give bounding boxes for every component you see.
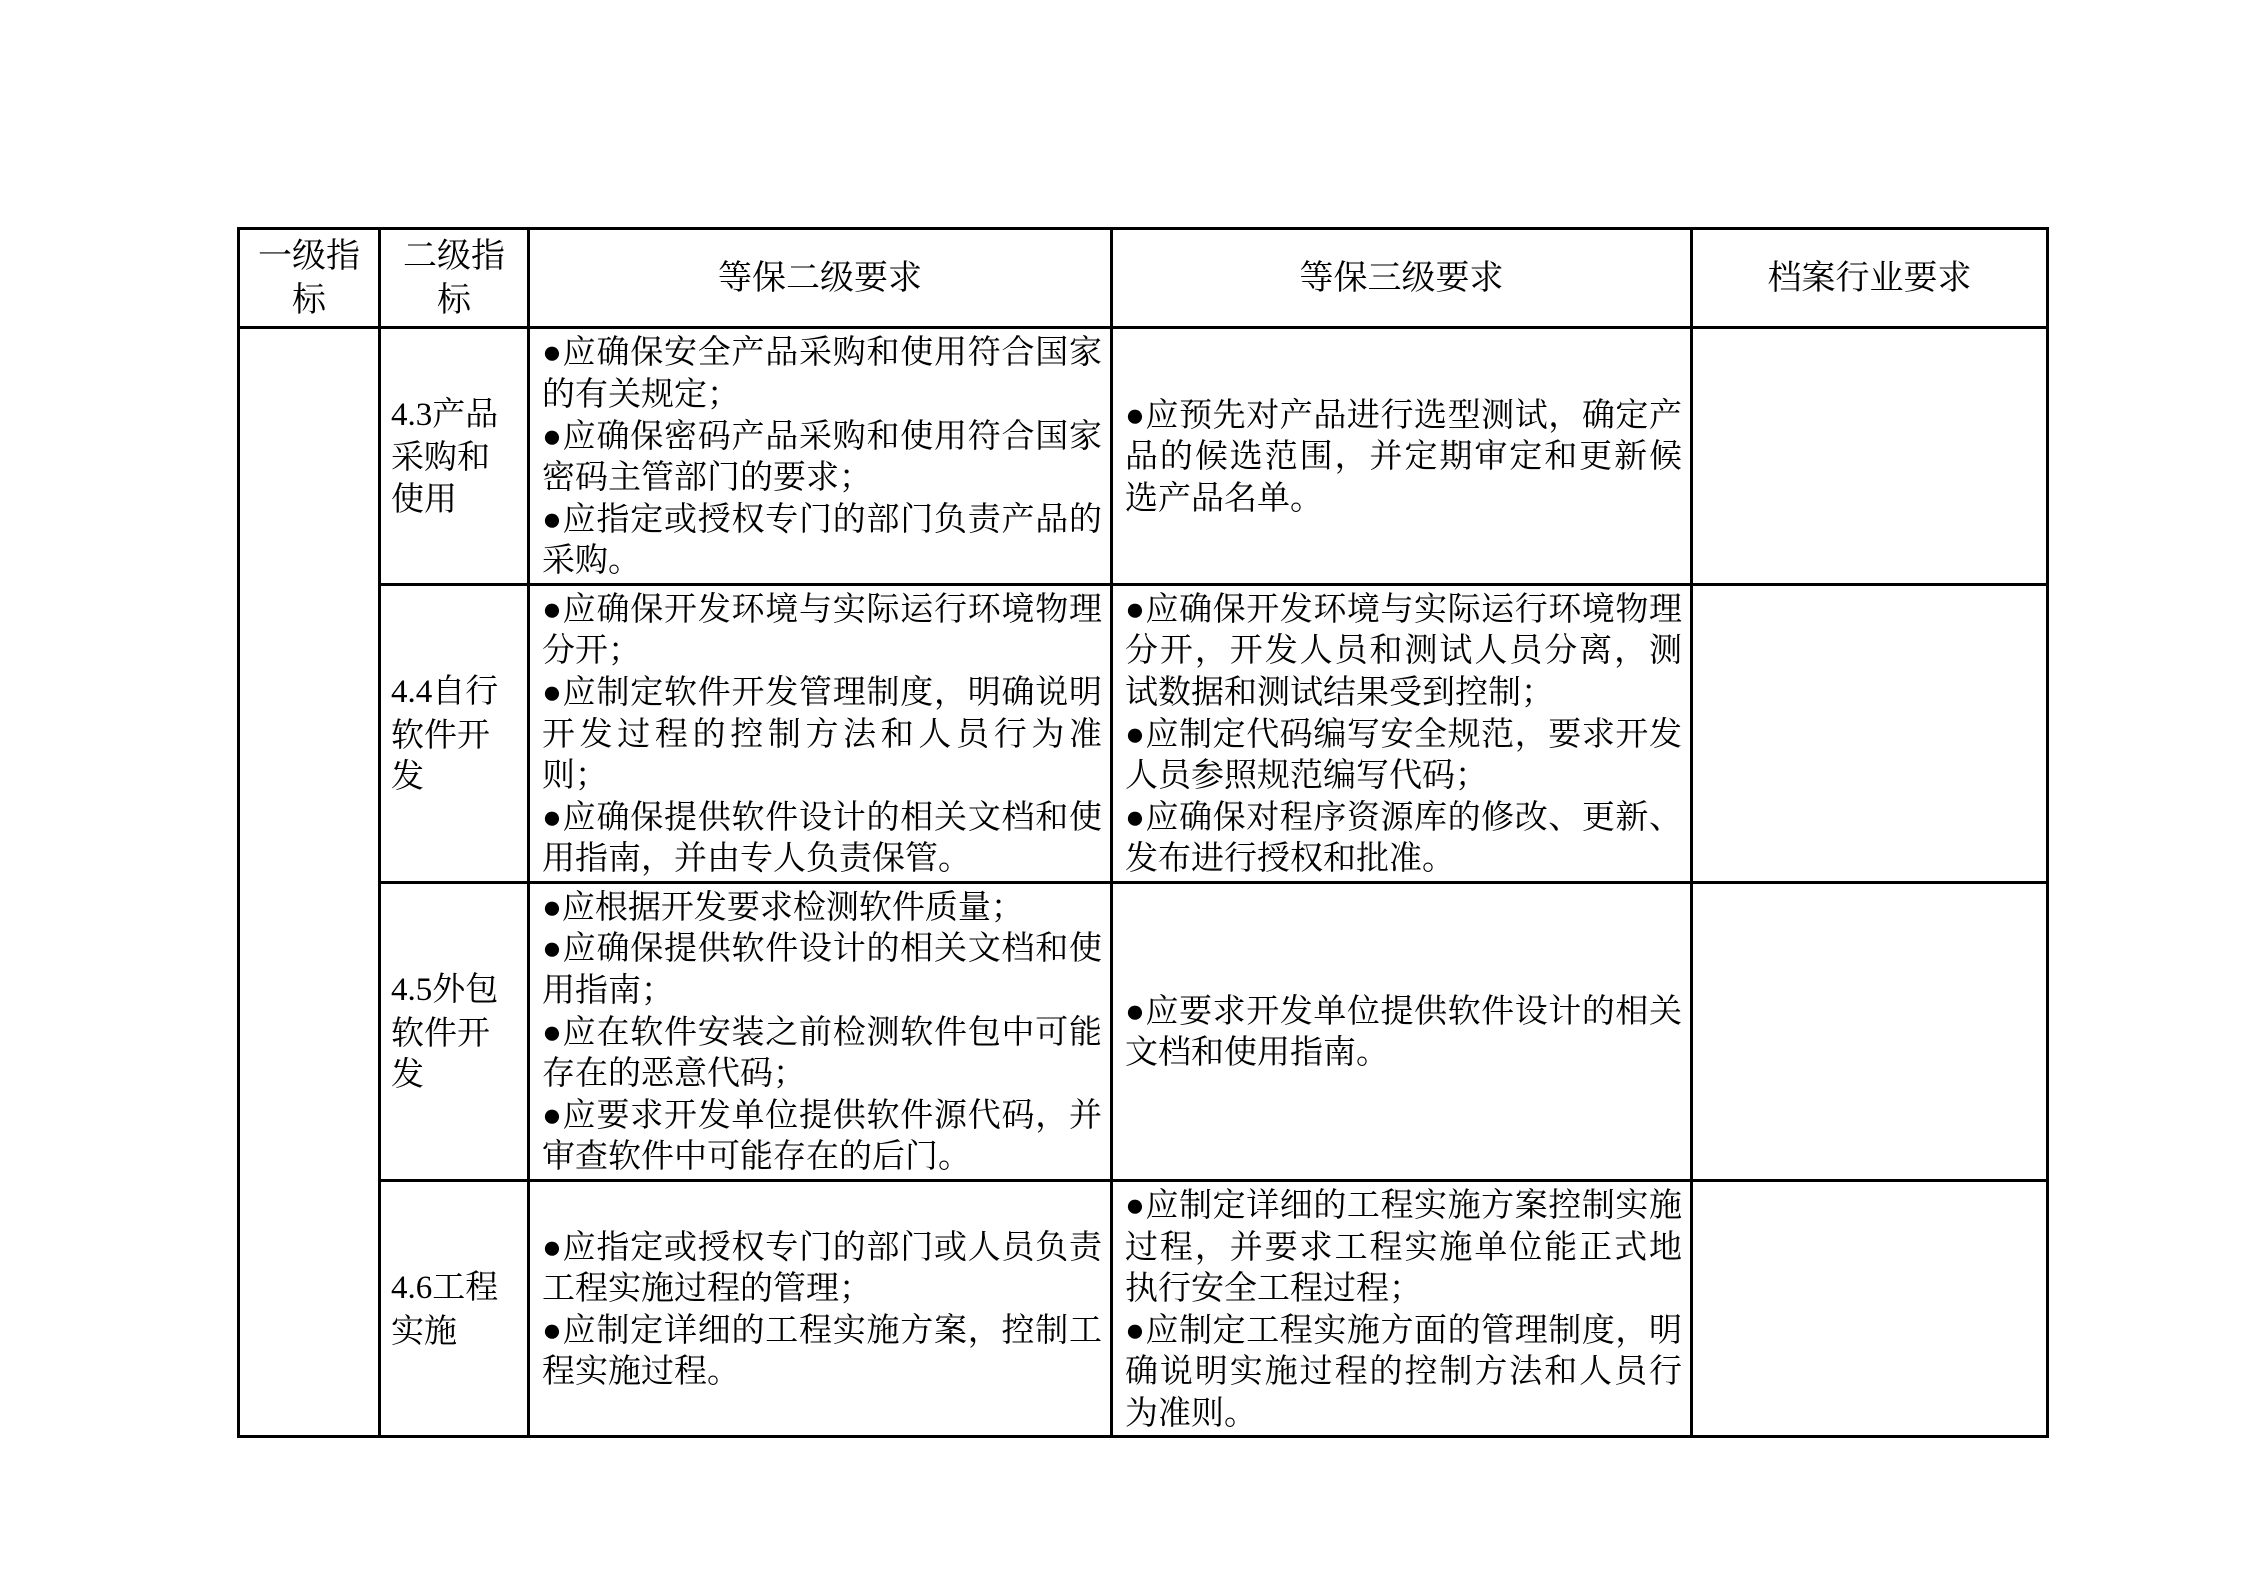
table-row <box>239 1180 2048 1436</box>
indicator-number: 4.6 <box>391 1270 433 1307</box>
table-row <box>239 584 2048 882</box>
level2-indicator-cell <box>380 1180 529 1436</box>
industry-requirements-cell <box>1692 584 2048 882</box>
requirement-item: ●应制定工程实施方面的管理制度，明确说明实施过程的控制方法和人员行为准则。 <box>1125 1310 1682 1431</box>
tier3-requirements-cell <box>1112 1180 1692 1436</box>
header-level1-indicator: 一级指标 <box>239 229 380 328</box>
table-row <box>239 882 2048 1180</box>
industry-requirements-cell <box>1692 1180 2048 1436</box>
indicator-name: 工程实施 <box>391 1268 499 1349</box>
requirement-item: ●应要求开发单位提供软件设计的相关文档和使用指南。 <box>1125 991 1682 1071</box>
header-industry-requirements: 档案行业要求 <box>1692 229 2048 328</box>
industry-requirements-cell <box>1692 328 2048 584</box>
header-level2-indicator: 二级指标 <box>380 229 529 328</box>
requirement-item: ●应根据开发要求检测软件质量； <box>542 887 1024 925</box>
indicator-number: 4.5 <box>391 972 433 1009</box>
indicator-name: 产品采购和使用 <box>391 394 499 517</box>
requirement-item: ●应确保开发环境与实际运行环境物理分开； <box>542 589 1102 669</box>
requirement-item: ●应确保安全产品采购和使用符合国家的有关规定； <box>542 333 1102 412</box>
indicator-number: 4.4 <box>391 674 433 710</box>
requirement-item: ●应确保提供软件设计的相关文档和使用指南； <box>542 929 1102 1009</box>
requirement-item: ●应制定详细的工程实施方案控制实施过程，并要求工程实施单位能正式地执行安全工程过程； <box>1125 1185 1682 1307</box>
tier2-requirements-cell <box>529 328 1112 584</box>
requirement-item: ●应确保开发环境与实际运行环境物理分开，开发人员和测试人员分离，测试数据和测试结果受到控制； <box>1125 589 1682 710</box>
tier3-requirements-cell <box>1112 882 1692 1180</box>
indicator-number: 4.3 <box>391 396 433 433</box>
level2-indicator-cell <box>380 584 529 882</box>
indicator-label <box>391 1266 521 1351</box>
table-row <box>239 328 2048 584</box>
requirement-item: ●应制定代码编写安全规范，要求开发人员参照规范编写代码； <box>1125 714 1682 794</box>
level2-indicator-cell <box>380 882 529 1180</box>
tier3-requirements-cell <box>1112 328 1692 584</box>
industry-requirements-cell <box>1692 882 2048 1180</box>
requirement-item: ●应确保密码产品采购和使用符合国家密码主管部门的要求； <box>542 416 1102 496</box>
level2-indicator-cell <box>380 328 529 584</box>
requirement-item: ●应要求开发单位提供软件源代码，并审查软件中可能存在的后门。 <box>542 1095 1102 1175</box>
requirement-item: ●应预先对产品进行选型测试，确定产品的候选范围，并定期审定和更新候选产品名单。 <box>1125 395 1682 516</box>
header-tier3-requirements: 等保三级要求 <box>1112 229 1692 328</box>
header-tier2-requirements: 等保二级要求 <box>529 229 1112 328</box>
requirement-item: ●应确保对程序资源库的修改、更新、发布进行授权和批准。 <box>1125 797 1682 877</box>
requirement-item: ●应制定软件开发管理制度，明确说明开发过程的控制方法和人员行为准则； <box>542 673 1102 794</box>
requirement-item: ●应在软件安装之前检测软件包中可能存在的恶意代码； <box>542 1012 1102 1092</box>
indicator-label <box>391 670 521 797</box>
tier2-requirements-cell <box>529 882 1112 1180</box>
indicator-name: 外包软件开发 <box>391 970 499 1093</box>
tier3-requirements-cell <box>1112 584 1692 882</box>
requirement-item: ●应指定或授权专门的部门或人员负责工程实施过程的管理； <box>542 1227 1102 1307</box>
tier2-requirements-cell <box>529 1180 1112 1436</box>
indicator-label <box>391 968 521 1095</box>
requirement-item: ●应指定或授权专门的部门负责产品的采购。 <box>542 499 1102 579</box>
header-row <box>239 229 2048 328</box>
requirements-table <box>237 227 2049 1438</box>
level1-indicator-cell <box>239 328 380 1437</box>
indicator-name: 自行软件开发 <box>391 672 499 795</box>
requirement-item: ●应确保提供软件设计的相关文档和使用指南，并由专人负责保管。 <box>542 797 1102 877</box>
tier2-requirements-cell <box>529 584 1112 882</box>
requirement-item: ●应制定详细的工程实施方案，控制工程实施过程。 <box>542 1310 1102 1390</box>
indicator-label <box>391 393 521 520</box>
